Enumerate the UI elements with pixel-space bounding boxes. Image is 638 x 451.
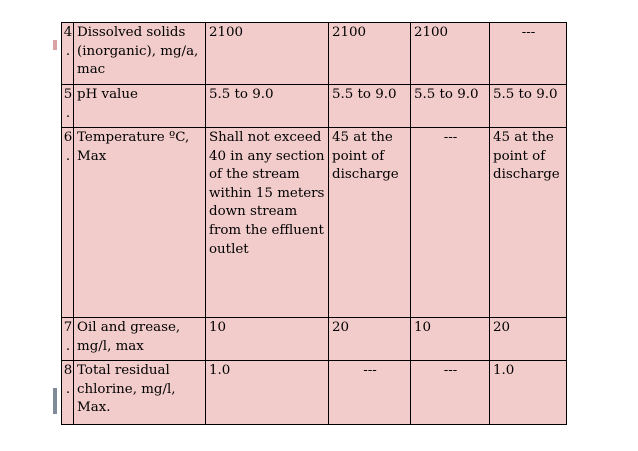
- value-cell: 1.0: [490, 361, 567, 425]
- row-number-dot: .: [65, 148, 71, 164]
- value-cell: ---: [411, 361, 490, 425]
- value-cell: Shall not exceed 40 in any section of the stream within 15 meters down stream from the effluent outlet: [206, 128, 329, 318]
- row-number-dot: .: [65, 381, 71, 397]
- row-number-cell: [62, 128, 74, 318]
- table-row: [62, 85, 567, 128]
- parameter-cell: pH value: [74, 85, 206, 128]
- value-cell: 2100: [206, 23, 329, 85]
- value-cell: ---: [329, 361, 411, 425]
- value-cell: 45 at the point of discharge: [490, 128, 567, 318]
- parameter-cell: Total residual chlorine, mg/l, Max.: [74, 361, 206, 425]
- value-cell: 2100: [411, 23, 490, 85]
- row-number: 4: [63, 25, 73, 40]
- value-cell: 20: [490, 318, 567, 361]
- row-number-dot: .: [65, 338, 71, 354]
- row-number: 6: [63, 130, 73, 145]
- standards-table: [61, 22, 567, 425]
- value-cell: 5.5 to 9.0: [411, 85, 490, 128]
- table-row: [62, 361, 567, 425]
- row-number: 7: [63, 320, 73, 335]
- row-number-dot: .: [65, 43, 71, 59]
- value-cell: 5.5 to 9.0: [329, 85, 411, 128]
- parameter-cell: Dissolved solids (inorganic), mg/a, mac: [74, 23, 206, 85]
- row-number-cell: [62, 361, 74, 425]
- value-cell: 5.5 to 9.0: [490, 85, 567, 128]
- slide-accent-bar-lower: [53, 388, 57, 414]
- parameter-cell: Oil and grease, mg/l, max: [74, 318, 206, 361]
- value-cell: 45 at the point of discharge: [329, 128, 411, 318]
- slide-accent-bar: [53, 40, 57, 50]
- row-number-cell: [62, 85, 74, 128]
- row-number-cell: [62, 23, 74, 85]
- table-row: [62, 128, 567, 318]
- table-row: [62, 23, 567, 85]
- value-cell: ---: [490, 23, 567, 85]
- row-number: 5: [63, 87, 73, 102]
- value-cell: 2100: [329, 23, 411, 85]
- table-row: [62, 318, 567, 361]
- row-number-dot: .: [65, 105, 71, 121]
- parameter-cell: Temperature ºC, Max: [74, 128, 206, 318]
- row-number: 8: [63, 363, 73, 378]
- value-cell: 5.5 to 9.0: [206, 85, 329, 128]
- value-cell: 1.0: [206, 361, 329, 425]
- value-cell: 10: [206, 318, 329, 361]
- value-cell: 20: [329, 318, 411, 361]
- value-cell: ---: [411, 128, 490, 318]
- value-cell: 10: [411, 318, 490, 361]
- row-number-cell: [62, 318, 74, 361]
